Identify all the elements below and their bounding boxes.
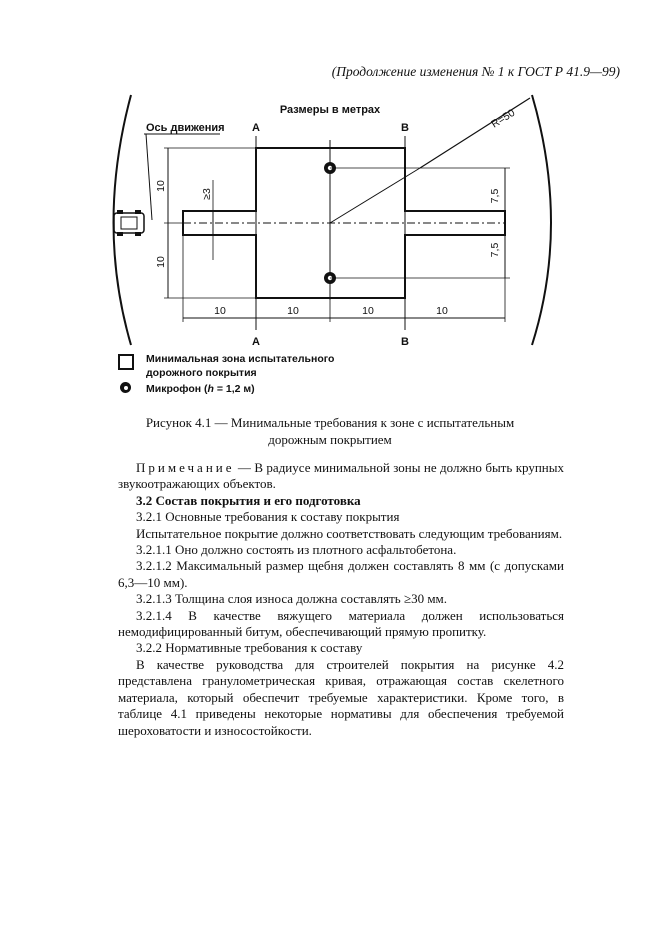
- note: Примечание — В радиусе минимальной зоны не должно быть крупных звукоотражающих объектов.: [118, 460, 564, 492]
- figure-title: Размеры в метрах: [279, 104, 381, 116]
- figure-legend: [118, 352, 334, 396]
- section-b-bottom: B: [401, 336, 409, 348]
- dim-bottom-4: 10: [436, 305, 448, 317]
- figure-caption: Рисунок 4.1 — Минимальные требования к зоне с испытательным дорожным покрытием: [145, 415, 515, 447]
- para-3-2-1-3: 3.2.1.3 Толщина слоя износа должна составлять ≥30 мм.: [136, 591, 448, 607]
- dim-lane-width: ≥3: [201, 188, 213, 200]
- dim-mic-upper: 7,5: [489, 188, 501, 204]
- dim-left-upper: 10: [155, 180, 167, 192]
- legend-zone: Минимальная зона испытательного дорожного покрытия: [118, 352, 334, 380]
- radius-label: R=50: [489, 106, 518, 131]
- section-title: 3.2 Состав покрытия и его подготовка: [136, 492, 361, 508]
- zone-swatch-icon: [118, 354, 134, 370]
- section-a-top: A: [252, 122, 260, 134]
- microphone-icon: [120, 382, 131, 393]
- para-3-2-1-4: 3.2.1.4 В качестве вяжущего материала должен использоваться немодифицированный битум, обеспечивающий прямую пропитку.: [118, 607, 564, 640]
- dim-mic-lower: 7,5: [489, 242, 501, 258]
- axis-label: Ось движения: [146, 122, 225, 134]
- left-radius-arc: [114, 95, 132, 345]
- para-3-2-1-2: 3.2.1.2 Максимальный размер щебня должен составлять 8 мм (с допусками 6,3—10 мм).: [118, 558, 564, 590]
- right-radius-arc: [532, 95, 551, 345]
- section-a-bottom: A: [252, 336, 260, 348]
- para-final: В качестве руководства для строителей покрытия на рисунке 4.2 представлена гранулометрическая кривая, отражающая состав скелетного материала, который обеспечит требуемые характеристики. Кроме того, в таблице 4.1 приведены некоторые нормативы для обеспечения требуемой шероховатости и износостойкости.: [118, 656, 564, 738]
- para-3-2-1: 3.2.1 Основные требования к составу покрытия: [136, 509, 400, 525]
- dim-bottom-3: 10: [362, 305, 374, 317]
- radius-line: [420, 98, 530, 168]
- body-text: [118, 460, 564, 739]
- dim-left-lower: 10: [155, 256, 167, 268]
- para-3-2-1-1: 3.2.1.1 Оно должно состоять из плотного асфальтобетона.: [136, 542, 457, 558]
- vehicle-icon: [114, 210, 144, 236]
- dim-bottom-1: 10: [214, 305, 226, 317]
- para-3-2-2: 3.2.2 Нормативные требования к составу: [136, 640, 363, 656]
- page-header: (Продолжение изменения № 1 к ГОСТ Р 41.9—99): [331, 64, 620, 79]
- axis-leader: [146, 134, 152, 220]
- legend-mic: Микрофон (h = 1,2 м): [118, 382, 334, 396]
- para-intro: Испытательное покрытие должно соответствовать следующим требованиям.: [136, 525, 563, 541]
- section-b-top: B: [401, 122, 409, 134]
- dim-bottom-2: 10: [287, 305, 299, 317]
- test-zone-figure: [0, 0, 661, 400]
